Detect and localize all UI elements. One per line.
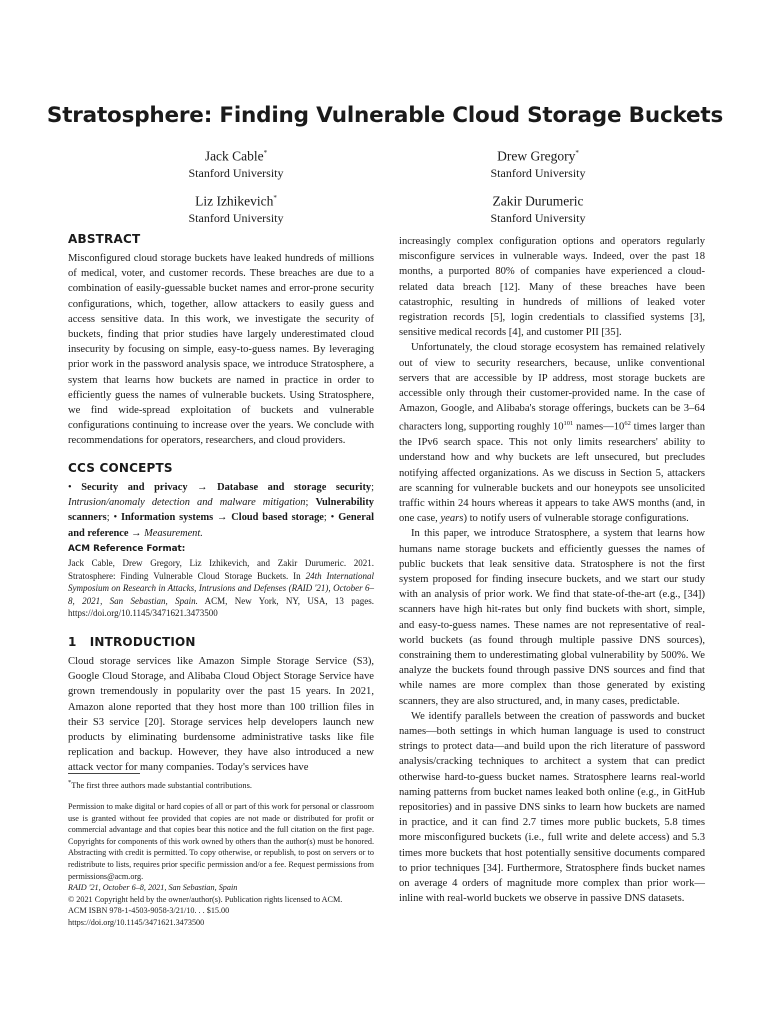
intro-paragraph: increasingly complex configuration options and operators regularly misconfigure services in vulnerable ways. Indeed, over the past 18 months, a purported 80% of companies have experienced a cloud-related data breach [12]. Many of these breaches have been catastrophic, resulting in hundreds of millions of leaked voter registration records [5], login credentials to classified systems [3], sensitive medical records [4], and customer PII [35].: [399, 236, 705, 339]
section-heading-introduction: 1 INTRODUCTION: [68, 635, 196, 649]
permission-text: Permission to make digital or hard copies of all or part of this work for personal or classroom use is granted without fee provided that copies are not made or distributed for profit or commercial advantage and that copies bear this notice and the full citation on the first page. Copyrights for components of this work owned by others than the author(s) must be honored. Abstracting with credit is permitted. To copy otherwise, or republish, to post on servers or to redistribute to lists, requires prior specific permission and/or a fee. Request permissions from permissions@acm.org.: [68, 802, 374, 881]
footnote-rule: [68, 773, 140, 774]
paper-title: Stratosphere: Finding Vulnerable Cloud Storage Buckets: [46, 103, 724, 128]
ccs-heading: CCS CONCEPTS: [68, 461, 173, 475]
ccs-concepts: • Security and privacy → Database and storage security; Intrusion/anomaly detection and malware mitigation; Vulnerability scanners; • Information systems → Cloud based storage; • General and reference → Measurement.: [68, 482, 374, 539]
permission-notice: [68, 801, 374, 929]
intro-paragraph: Unfortunately, the cloud storage ecosystem has remained relatively out of view to security researchers, because, unlike conventional servers that are accessible by IP address, most storage buckets are accessible only through their customer-provided name. In the case of Amazon, Google, and Alibaba's storage offerings, buckets can be 3–64 characters long, supporting roughly $10^{101}$ $names—10^{62}$ times larger than the IPv6 search space. This not only limits researchers' ability to understand how and why buckets are left unsecured, but precludes notifying affected organizations. As we discuss in Section 5, attackers are scanning for vulnerable buckets and our honeypots see unsolicited traffic within 24 hours whereas it appears to take AWS months (and, in one case, years) to notify users of vulnerable storage configurations.: [399, 342, 705, 525]
author-block: [111, 145, 361, 182]
author-block: [111, 190, 361, 227]
intro-paragraph: In this paper, we introduce Stratosphere, a system that learns how humans name storage buckets and efficiently guesses the names of public buckets that leak sensitive data. Stratosphere is not the first system proposed for finding insecure buckets, and we start our study with an analysis of prior work. We find that state-of-the-art (e.g., [34]) scanners have high hit-rates but only find buckets with short, simple, and easy-to-guess names. These names are not representative of real-world buckets (as found through multiple passive DNS sources), constraining them to underestimating global vulnerability by 500%. We analyze the buckets found through passive DNS sources and find that while names are more complex than those generated by existing scanners, they are also structured, and, in many cases, predictable.: [399, 528, 705, 707]
isbn-line: ACM ISBN 978-1-4503-9058-3/21/10. . . $15.00: [68, 906, 230, 916]
abstract-heading: ABSTRACT: [68, 232, 141, 246]
author-affiliation: Stanford University: [188, 165, 284, 180]
author-name: Zakir Durumeric: [492, 193, 584, 209]
abstract-text: [68, 251, 374, 449]
author-name: Jack Cable*: [204, 148, 268, 164]
author-block: [413, 145, 663, 182]
author-name: Liz Izhikevich*: [195, 193, 277, 209]
copyright-line: © 2021 Copyright held by the owner/author(s). Publication rights licensed to ACM.: [68, 894, 343, 904]
author-name: Drew Gregory*: [497, 148, 579, 164]
intro-text: [68, 654, 374, 776]
intro-paragraph: Cloud storage services like Amazon Simple Storage Service (S3), Google Cloud Storage, and Alibaba Cloud Object Storage Service have grown tremendously in popularity over the past 15 years. In 2021, Amazon alone reported that they host more than 100 trillion files in their S3 service [20]. Storage services help developers launch new products by eliminating burdensome administrative tasks like file replication and backup. However, they have also introduced a new attack vector for many companies. Today's services have: [68, 656, 374, 774]
conference-line: RAID '21, October 6–8, 2021, San Sebastian, Spain: [68, 883, 238, 893]
intro-paragraph: We identify parallels between the creation of passwords and bucket names—both settings in which human language is used to construct strings to protect data—and build upon the rich literature of password analysis/cracking techniques to architect a system that can predict otherwise hard-to-guess bucket names. Stratosphere learns real-world naming patterns from bucket names leaked both online (e.g., in GitHub repositories) and in passive DNS sinks to learn how buckets are named in practice, and it can find 2.7 times more public buckets, 5.8 times more misconfigured buckets (i.e., full write and delete access) and 5.3 times more buckets that host potentially sensitive documents compared to prior techniques [34]. Furthermore, Stratosphere finds bucket names on average 4 orders of magnitude more complex than prior work—inline with real-world buckets we observe in passive DNS datasets.: [399, 710, 705, 905]
author-affiliation: Stanford University: [490, 210, 586, 225]
acm-reference-text: Jack Cable, Drew Gregory, Liz Izhikevich, and Zakir Durumeric. 2021. Stratosphere: Finding Vulnerable Cloud Storage Buckets. In 24th International Symposium on Research in Attacks, Intrusions and Defenses (RAID '21), October 6–8, 2021, San Sebastian, Spain. ACM, New York, NY, USA, 13 pages. https://doi.org/10.1145/3471621.3473500: [68, 558, 374, 619]
doi-line: https://doi.org/10.1145/3471621.3473500: [68, 917, 205, 927]
right-column-text: [399, 234, 705, 906]
footnote: *The first three authors made substantial contributions.: [68, 779, 252, 790]
author-affiliation: Stanford University: [490, 165, 586, 180]
author-block: [413, 190, 663, 227]
abstract-paragraph: Misconfigured cloud storage buckets have leaked hundreds of millions of medical, voter, and customer records. These breaches are due to a combination of easily-guessable bucket names and error-prone security configurations, which, together, allow attackers to easily guess and access sensitive data. In this work, we investigate the security of buckets, finding that prior studies have largely underestimated cloud insecurity by focusing on simple, easy-to-guess names. By leveraging prior work in the password analysis space, we introduce Stratosphere, a system that learns how buckets are named in practice in order to efficiently guess the names of vulnerable buckets. Using Stratosphere, we find wide-spread exploitation of buckets and vulnerable configurations continuing to increase over the years. We conclude with recommendations for operators, researchers, and cloud providers.: [68, 253, 374, 447]
acm-reference-label: ACM Reference Format:: [68, 544, 186, 554]
author-affiliation: Stanford University: [188, 210, 284, 225]
